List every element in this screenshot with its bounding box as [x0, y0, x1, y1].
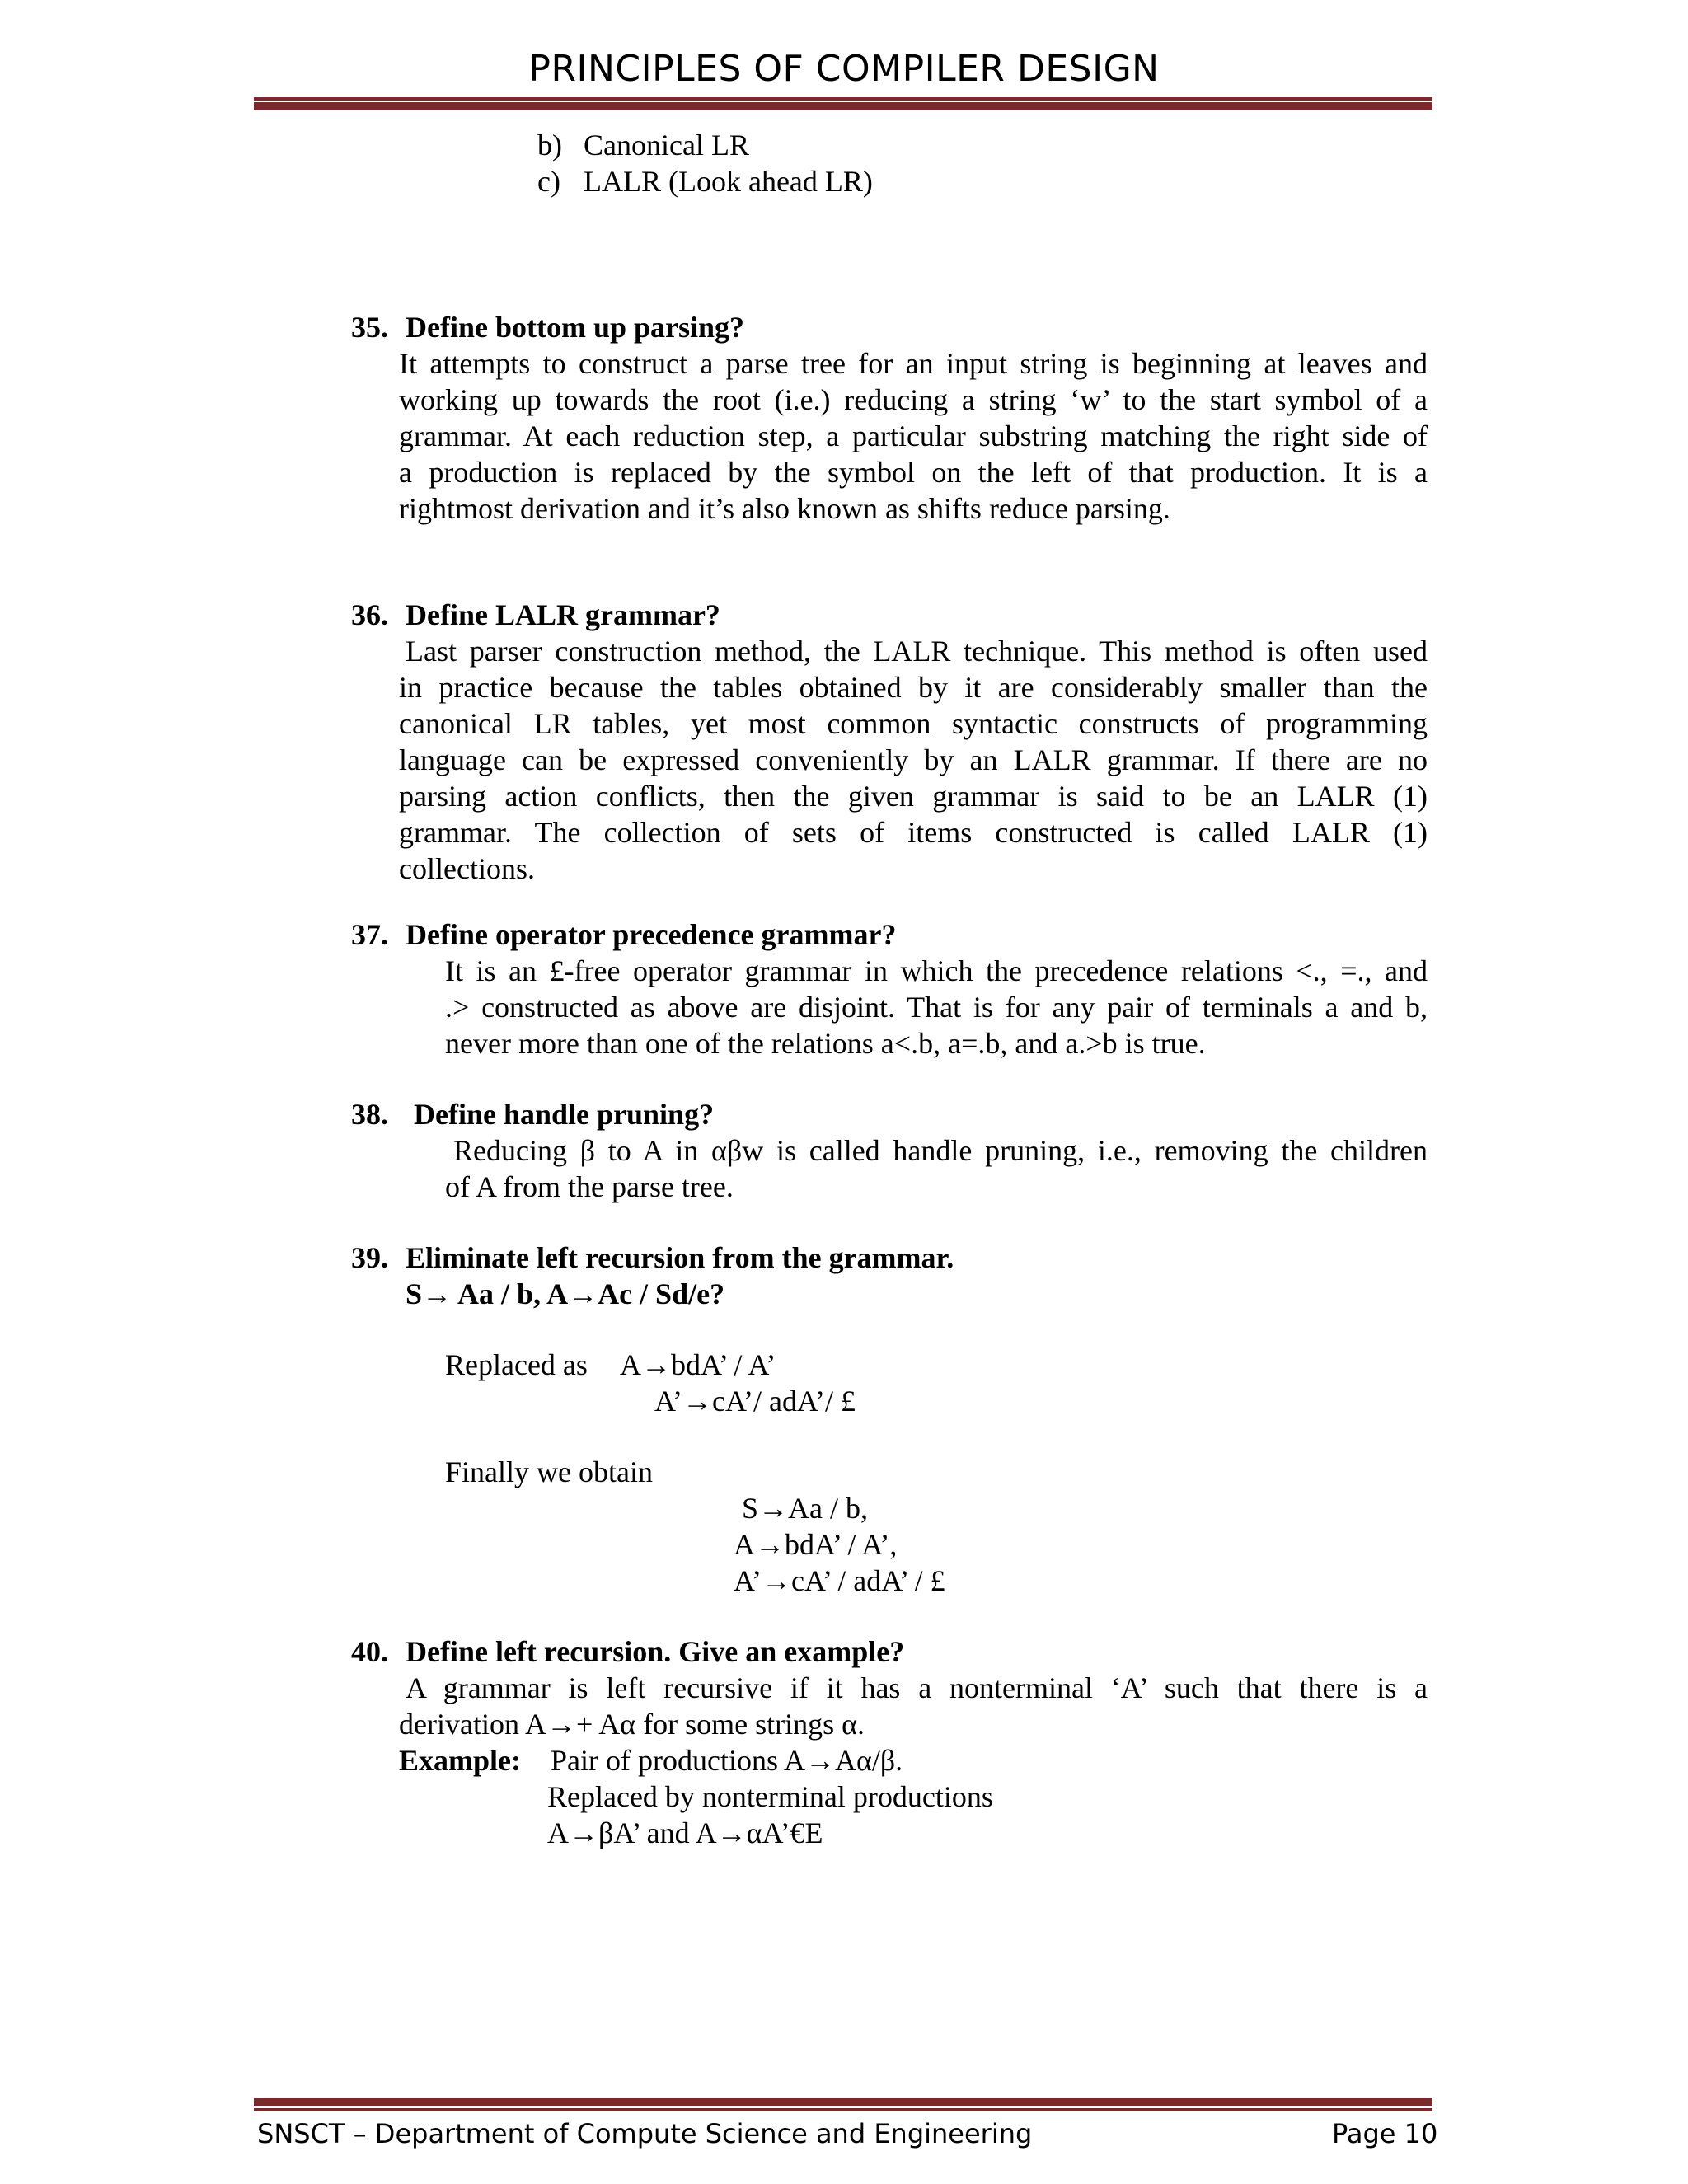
question-38-title: Define handle pruning?: [414, 1098, 715, 1131]
example-line-1: Pair of productions A→Aα/β.: [551, 1744, 903, 1777]
list-item-lalr: LALR (Look ahead LR): [584, 165, 873, 198]
answer-36-line-2: in practice because the tables obtained by it are considerably smaller than the: [399, 671, 1428, 704]
footer-page-number: Page 10: [1332, 2118, 1438, 2149]
answer-40-line-1: A grammar is left recursive if it has a nonterminal ‘A’ such that there is a: [406, 1671, 1428, 1704]
answer-35-line-4: a production is replaced by the symbol on the left of that production. It is a: [399, 456, 1428, 489]
answer-36-line-1: Last parser construction method, the LALR technique. This method is often used: [406, 635, 1428, 668]
footer-rule-thin: [254, 2108, 1432, 2111]
list-marker-c: c): [537, 165, 560, 198]
final-production-3: A’→cA’ / adA’ / £: [734, 1564, 945, 1597]
answer-36-line-6: grammar. The collection of sets of items constructed is called LALR (1): [399, 816, 1428, 849]
header-rule-thick: [254, 102, 1432, 110]
footer-rule-thick: [254, 2098, 1432, 2106]
example-line-3: A→βA’ and A→αA’€E: [547, 1816, 823, 1849]
final-production-2: A→bdA’ / A’,: [734, 1528, 898, 1561]
answer-38-line-1: Reducing β to A in αβw is called handle pruning, i.e., removing the children: [453, 1134, 1428, 1167]
answer-35-line-2: working up towards the root (i.e.) reducing a string ‘w’ to the start symbol of a: [399, 383, 1428, 416]
question-number-40: 40.: [351, 1635, 388, 1668]
list-marker-b: b): [537, 129, 562, 162]
question-35-title: Define bottom up parsing?: [406, 311, 745, 344]
replaced-as-label: Replaced as: [445, 1348, 588, 1381]
question-number-36: 36.: [351, 598, 388, 631]
question-39-title: Eliminate left recursion from the grammar.: [406, 1241, 954, 1274]
answer-36-line-3: canonical LR tables, yet most common syntactic constructs of programming: [399, 707, 1428, 740]
finally-label: Finally we obtain: [445, 1455, 653, 1488]
question-37-title: Define operator precedence grammar?: [406, 918, 897, 951]
list-item-canonical-lr: Canonical LR: [584, 129, 749, 162]
final-production-1: S→Aa / b,: [742, 1492, 868, 1525]
question-number-37: 37.: [351, 918, 388, 951]
example-line-2: Replaced by nonterminal productions: [547, 1780, 993, 1813]
question-36-title: Define LALR grammar?: [406, 598, 720, 631]
replaced-production-2: A’→cA’/ adA’/ £: [654, 1385, 856, 1418]
answer-36-line-4: language can be expressed conveniently by an LALR grammar. If there are no: [399, 743, 1428, 776]
page-header-title: PRINCIPLES OF COMPILER DESIGN: [528, 48, 1160, 90]
answer-35-line-3: grammar. At each reduction step, a particular substring matching the right side of: [399, 419, 1428, 452]
header-rule-thin: [254, 97, 1432, 101]
example-label: Example:: [399, 1744, 521, 1777]
answer-37-line-2: .> constructed as above are disjoint. That is for any pair of terminals a and b,: [445, 991, 1428, 1024]
question-40-title: Define left recursion. Give an example?: [406, 1635, 905, 1668]
answer-35-line-1: It attempts to construct a parse tree for an input string is beginning at leaves and: [399, 347, 1428, 380]
question-number-38: 38.: [351, 1098, 388, 1131]
answer-36-line-5: parsing action conflicts, then the given grammar is said to be an LALR (1): [399, 780, 1428, 813]
footer-department: SNSCT – Department of Compute Science and Engineering: [257, 2118, 1033, 2149]
answer-36-line-7: collections.: [399, 852, 535, 885]
answer-37-line-1: It is an £-free operator grammar in which the precedence relations <., =., and: [445, 954, 1428, 987]
answer-37-line-3: never more than one of the relations a<.b, a=.b, and a.>b is true.: [445, 1027, 1206, 1060]
answer-35-line-5: rightmost derivation and it’s also known as shifts reduce parsing.: [399, 492, 1170, 525]
answer-40-line-2: derivation A→+ Aα for some strings α.: [399, 1708, 865, 1741]
question-number-39: 39.: [351, 1241, 388, 1274]
answer-38-line-2: of A from the parse tree.: [445, 1170, 734, 1203]
question-39-grammar: S→ Aa / b, A→Ac / Sd/e?: [406, 1277, 725, 1310]
question-number-35: 35.: [351, 311, 388, 344]
replaced-production-1: A→bdA’ / A’: [620, 1348, 776, 1381]
